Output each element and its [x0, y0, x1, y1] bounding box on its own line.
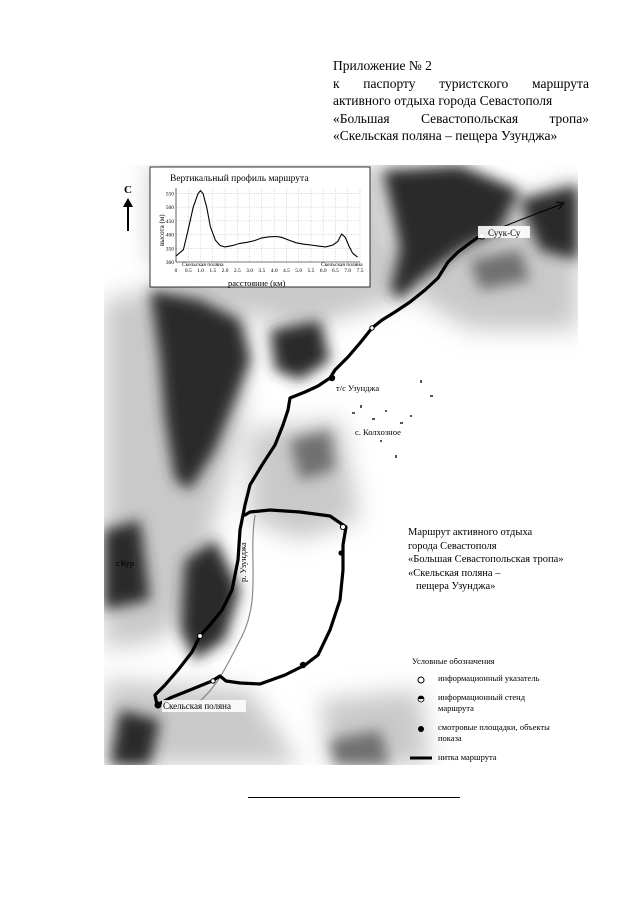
header-word: Севастопольская	[420, 110, 519, 126]
profile-end-label: Скельская поляна	[321, 262, 363, 268]
north-label: С	[124, 184, 132, 196]
label-ts-uzundzha: т/с Узунджа	[336, 383, 380, 393]
viewpoint-marker	[338, 550, 343, 555]
route-title-line: города Севастополя	[408, 540, 497, 552]
profile-y-tick-label: 550	[165, 191, 174, 198]
map-legend	[412, 656, 558, 771]
label-mountain: г.Кур	[116, 558, 135, 568]
profile-start-label: Скельская поляна	[182, 262, 224, 268]
label-suuk-su: Суук-Су	[488, 228, 521, 238]
legend-title: Условные обозначения	[412, 656, 495, 666]
legend-label: информационный указатель	[438, 673, 540, 683]
legend-label: смотровые площадки, объекты показа	[438, 722, 550, 743]
filled-circle-icon	[416, 724, 426, 734]
viewpoint-marker	[329, 375, 335, 381]
info-sign-marker	[370, 326, 374, 330]
label-kolkhoznoe: с. Колхозное	[355, 427, 401, 437]
profile-x-tick-label: 4.0	[270, 268, 278, 274]
label-skelskaya: Скельская поляна	[163, 701, 231, 711]
info-sign-marker	[211, 679, 215, 683]
header-line-city: активного отдыха города Севастополя	[333, 93, 553, 108]
profile-x-tick-label: 1.0	[197, 268, 204, 274]
profile-x-tick-label: 3.5	[258, 268, 266, 274]
profile-x-tick-label: 5.5	[307, 268, 315, 274]
header-word: маршрута	[532, 75, 589, 91]
annex-number: Приложение № 2	[333, 58, 432, 73]
legend-item-info-stand	[412, 692, 548, 714]
profile-y-tick-label: 300	[165, 260, 174, 266]
viewpoint-marker	[300, 662, 306, 668]
profile-x-tick-label: 2.0	[221, 268, 229, 274]
header-word: «Большая	[333, 110, 390, 126]
header-word: туристского	[439, 75, 509, 91]
legend-label: нитка маршрута	[438, 752, 497, 762]
route-title-line: «Скельская поляна –	[408, 567, 501, 579]
header-word: тропа»	[549, 110, 589, 126]
legend-label: информационный стенд маршрута	[438, 692, 526, 713]
profile-y-tick-label: 450	[165, 218, 174, 225]
route-title-block	[408, 526, 563, 594]
profile-x-tick-label: 3.0	[246, 268, 254, 274]
profile-x-tick-label: 6.5	[332, 268, 339, 274]
open-circle-icon	[416, 675, 426, 685]
profile-y-tick-label: 400	[165, 232, 174, 239]
profile-xlabel: расстояние (км)	[228, 278, 286, 288]
thick-line-icon	[410, 754, 434, 762]
profile-title: Вертикальный профиль маршрута	[170, 174, 309, 184]
profile-ylabel: высота (м)	[158, 214, 166, 246]
profile-x-tick-label: 0.5	[184, 268, 192, 274]
route-title-line: пещера Узунджа»	[416, 581, 496, 592]
profile-x-tick-label: 6.0	[319, 268, 327, 274]
legend-item-info-sign	[412, 673, 558, 684]
profile-x-tick-label: 5.0	[295, 268, 303, 274]
profile-x-tick-label: 4.5	[282, 268, 290, 274]
profile-x-tick-label: 0	[174, 268, 178, 274]
route-title-line: «Большая Севастопольская тропа»	[408, 554, 564, 565]
header-word: паспорту	[363, 75, 416, 91]
route-title-line: Маршрут активного отдыха	[408, 527, 533, 538]
elevation-profile	[150, 167, 370, 288]
half-circle-icon	[416, 694, 426, 704]
profile-x-tick-label: 2.5	[233, 268, 241, 274]
header-line-route: «Скельская поляна – пещера Узунджа»	[333, 128, 558, 143]
profile-y-tick-label: 350	[165, 246, 174, 253]
profile-x-tick-label: 7.0	[344, 268, 352, 274]
legend-item-route-line	[412, 752, 558, 763]
legend-item-viewpoint	[412, 722, 558, 744]
info-sign-marker	[340, 524, 345, 529]
start-marker	[155, 702, 162, 709]
profile-y-tick-label: 500	[165, 205, 174, 212]
profile-x-tick-label: 1.5	[209, 268, 217, 274]
label-river-uzundzha: р. Узунджа	[238, 542, 248, 582]
header-word: к	[333, 75, 340, 91]
info-sign-marker	[198, 634, 203, 639]
footer-rule	[248, 797, 460, 798]
profile-x-tick-label: 7.5	[356, 268, 364, 274]
